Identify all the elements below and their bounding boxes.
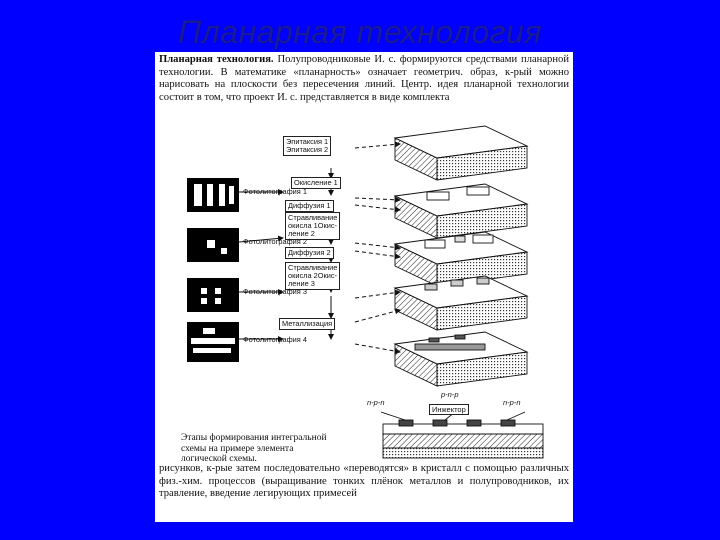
step-photolithography-4: Фотолитография 4 [243,335,307,344]
step-etch-oxide-2 [285,262,340,290]
label-npn-right: n-p-n [503,398,521,407]
step-diffusion-1: Диффузия 1 [285,200,334,212]
etch-oxide-2-line-3: ление 3 [288,279,315,288]
etch-oxide-1-line-1: Стравливание [288,213,338,222]
etch-oxide-1-line-3: ление 2 [288,229,315,238]
etch-oxide-2-line-1: Стравливание [288,263,338,272]
article-heading: Планарная технология. [159,54,274,65]
etch-oxide-2-line-2: окисла 2Окис- [288,271,338,280]
step-photolithography-3: Фотолитография 3 [243,287,307,296]
step-oxidation-1: Окисление 1 [291,177,341,189]
label-injector: Инжектор [429,404,469,415]
step-metallization: Металлизация [279,318,335,330]
step-etch-oxide-1 [285,212,340,240]
step-diffusion-2: Диффузия 2 [285,247,334,259]
intro-text: Полупроводниковые И. с. формируются средствами планарной технологии. В математике «планарность» означает геометрич. образ, к-рый можно нарисовать на плоскости без пересечения линий. Центр. идея планарной технологии состоит в том, что проект И. с. представляется в виде комплекта [159,54,569,103]
outro-paragraph: рисунков, к-рые затем последовательно «переводятся» в кристалл с помощью различных физ.-хим. процессов (выращивание тонких плёнок металлов и полупроводников, их травление, введение легирующих примесей [159,463,569,500]
step-photolithography-2: Фотолитография 2 [243,237,307,246]
photomask-3-image [187,278,239,312]
photomask-2-image [187,228,239,262]
label-npn-left: n-p-n [367,398,385,407]
slide-title: Планарная технология [178,14,542,50]
etch-oxide-1-line-2: окисла 1Окис- [288,221,338,230]
step-epitaxy-1: Эпитаксия 1 [286,137,329,146]
step-epitaxy [283,136,331,156]
label-pnp: p-n-p [441,390,459,399]
photomask-4-image [187,322,239,362]
photomask-1-image [187,178,239,212]
step-photolithography-1: Фотолитография 1 [243,187,307,196]
scanned-page [155,52,573,522]
step-epitaxy-2: Эпитаксия 2 [286,145,329,154]
figure-caption: Этапы формирования интегральной схемы на примере элемента логической схемы. [181,433,327,464]
